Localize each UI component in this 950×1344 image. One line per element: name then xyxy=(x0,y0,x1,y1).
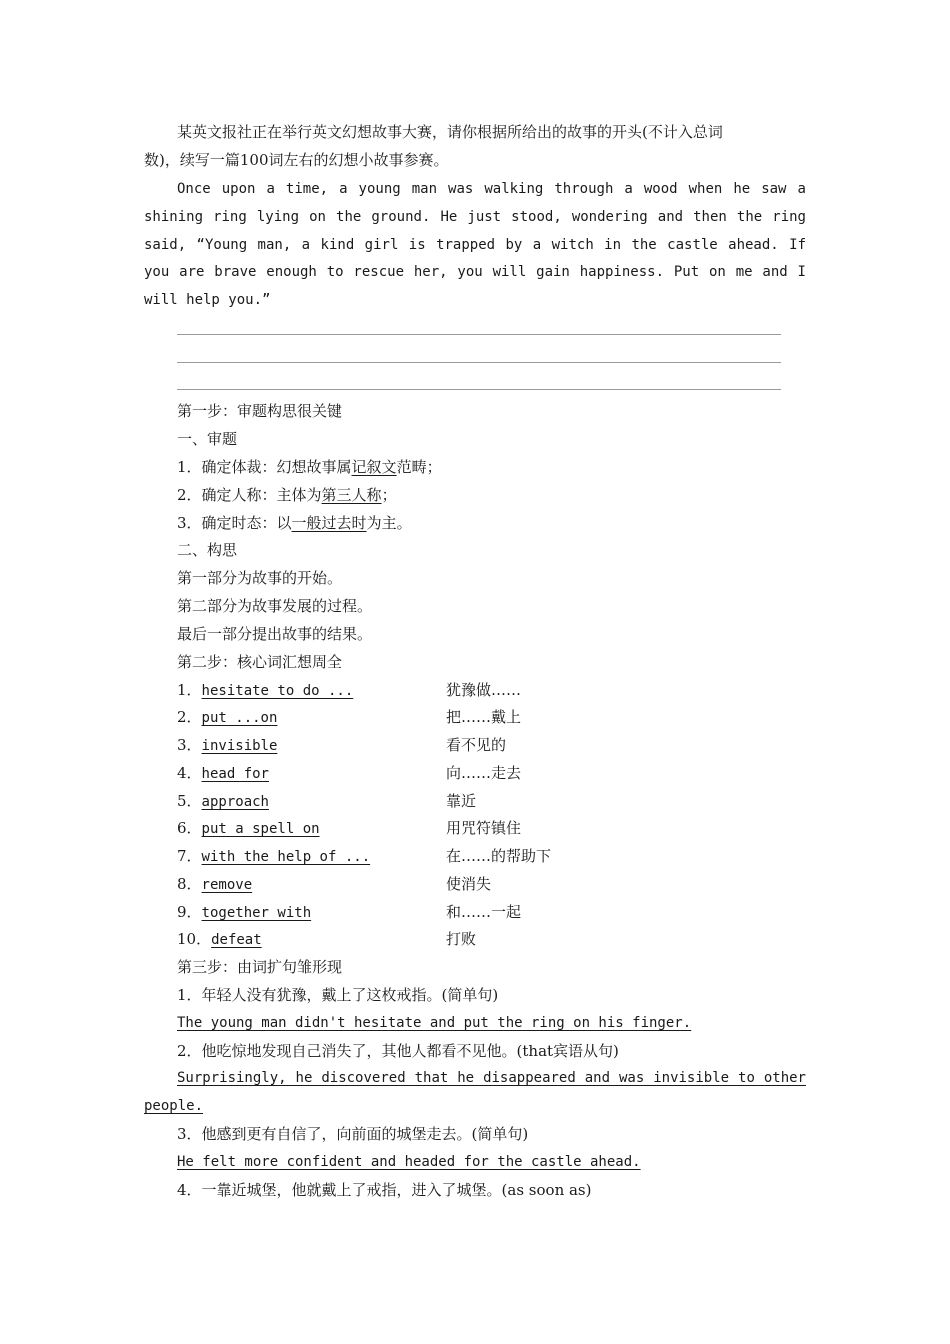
sentence-answer-1 xyxy=(177,1013,691,1033)
story-word: man xyxy=(411,181,438,197)
sentence-answer-3 xyxy=(177,1152,641,1172)
vocab-cn: 向……走去 xyxy=(446,764,522,782)
vocab-num: 7． xyxy=(177,847,202,865)
step1-title: 第一步：审题构思很关键 xyxy=(177,402,343,420)
answer-text: Surprisingly, he discovered that he disappeared and was invisible to other xyxy=(177,1070,806,1086)
story-word: through xyxy=(554,181,614,197)
vocab-en: with the help of ... xyxy=(201,849,371,865)
vocab-num: 10． xyxy=(177,930,212,948)
step3-title: 第三步：由词扩句雏形现 xyxy=(177,958,343,976)
outline-item-1: 第一部分为故事的开始。 xyxy=(177,569,343,587)
sentence-prompt-3: 3．他感到更有自信了，向前面的城堡走去。(简单句) xyxy=(177,1125,529,1143)
vocab-cn: 使消失 xyxy=(446,875,492,893)
step1-part1-heading: 一、审题 xyxy=(177,430,238,448)
story-line-3: said, “Young man, a kind girl is trapped by a witch in the castle ahead. If xyxy=(144,237,806,253)
story-line-1 xyxy=(177,179,806,199)
story-word: was xyxy=(448,181,474,197)
step2-title: 第二步：核心词汇想周全 xyxy=(177,653,343,671)
story-word: young xyxy=(358,181,401,197)
story-word: time, xyxy=(285,181,329,197)
tense-line xyxy=(177,513,412,533)
vocab-en: put ...on xyxy=(201,710,278,726)
story-word: a xyxy=(624,181,633,197)
answer-rule-1 xyxy=(177,334,781,335)
vocab-en: remove xyxy=(201,877,253,893)
vocab-cn: 犹豫做…… xyxy=(446,681,522,699)
person-answer: 第三人称 xyxy=(321,486,382,504)
answer-text: The young man didn't hesitate and put the ring on his finger. xyxy=(177,1015,692,1031)
story-word: he xyxy=(733,181,751,197)
vocab-en: head for xyxy=(201,766,269,782)
answer-text: people. xyxy=(144,1098,204,1114)
sentence-prompt-4: 4．一靠近城堡，他就戴上了戒指，进入了城堡。(as soon as) xyxy=(177,1181,592,1199)
genre-answer: 记叙文 xyxy=(351,458,397,476)
outline-item-2: 第二部分为故事发展的过程。 xyxy=(177,597,373,615)
vocab-cn: 用咒符镇住 xyxy=(446,819,522,837)
vocab-en: approach xyxy=(201,794,269,810)
sentence-prompt-2: 2．他吃惊地发现自己消失了，其他人都看不见他。(that宾语从句) xyxy=(177,1042,619,1060)
story-word: saw xyxy=(761,181,787,197)
answer-text: He felt more confident and headed for the castle ahead. xyxy=(177,1154,641,1170)
genre-suffix: 范畴； xyxy=(396,458,442,476)
vocab-num: 6． xyxy=(177,819,202,837)
step1-part2-heading: 二、构思 xyxy=(177,541,238,559)
story-word: upon xyxy=(221,181,256,197)
story-line-5: will help you.” xyxy=(144,292,271,308)
vocab-cn: 靠近 xyxy=(446,792,477,810)
answer-rule-3 xyxy=(177,389,781,390)
vocab-en: hesitate to do ... xyxy=(201,683,354,699)
sentence-prompt-1: 1．年轻人没有犹豫，戴上了这枚戒指。(简单句) xyxy=(177,986,499,1004)
vocab-en: put a spell on xyxy=(201,821,320,837)
vocab-cn: 在……的帮助下 xyxy=(446,847,552,865)
vocab-cn: 把……戴上 xyxy=(446,708,522,726)
vocab-num: 1． xyxy=(177,681,202,699)
vocab-en: defeat xyxy=(211,932,262,948)
vocab-en: invisible xyxy=(201,738,278,754)
story-word: Once xyxy=(177,181,211,197)
task-prompt-line2: 数)，续写一篇100词左右的幻想小故事参赛。 xyxy=(144,151,449,169)
sentence-answer-2-line2 xyxy=(144,1096,203,1116)
story-word: a xyxy=(797,181,806,197)
story-word: wood xyxy=(643,181,678,197)
story-word: a xyxy=(266,181,275,197)
vocab-cn: 和……一起 xyxy=(446,903,522,921)
vocab-num: 3． xyxy=(177,736,202,754)
genre-line xyxy=(177,457,442,477)
vocab-num: 4． xyxy=(177,764,202,782)
story-word: a xyxy=(339,181,348,197)
tense-prefix: 3．确定时态：以 xyxy=(177,514,292,532)
sentence-answer-2-line1 xyxy=(177,1068,806,1088)
outline-item-3: 最后一部分提出故事的结果。 xyxy=(177,625,373,643)
answer-rule-2 xyxy=(177,362,781,363)
story-line-4: you are brave enough to rescue her, you will gain happiness. Put on me and I xyxy=(144,264,806,280)
story-word: walking xyxy=(484,181,544,197)
vocab-cn: 看不见的 xyxy=(446,736,507,754)
genre-prefix: 1．确定体裁：幻想故事属 xyxy=(177,458,352,476)
task-prompt-line1: 某英文报社正在举行英文幻想故事大赛，请你根据所给出的故事的开头(不计入总词 xyxy=(177,123,723,141)
vocab-cn: 打败 xyxy=(446,930,477,948)
vocab-num: 5． xyxy=(177,792,202,810)
vocab-num: 9． xyxy=(177,903,202,921)
person-line xyxy=(177,485,397,505)
vocab-en: together with xyxy=(201,905,312,921)
story-word: when xyxy=(688,181,723,197)
person-prefix: 2．确定人称：主体为 xyxy=(177,486,322,504)
tense-answer: 一般过去时 xyxy=(291,514,367,532)
vocab-num: 2． xyxy=(177,708,202,726)
person-suffix: ； xyxy=(381,486,397,504)
tense-suffix: 为主。 xyxy=(366,514,412,532)
vocab-num: 8． xyxy=(177,875,202,893)
story-line-2: shining ring lying on the ground. He just stood, wondering and then the ring xyxy=(144,209,806,225)
